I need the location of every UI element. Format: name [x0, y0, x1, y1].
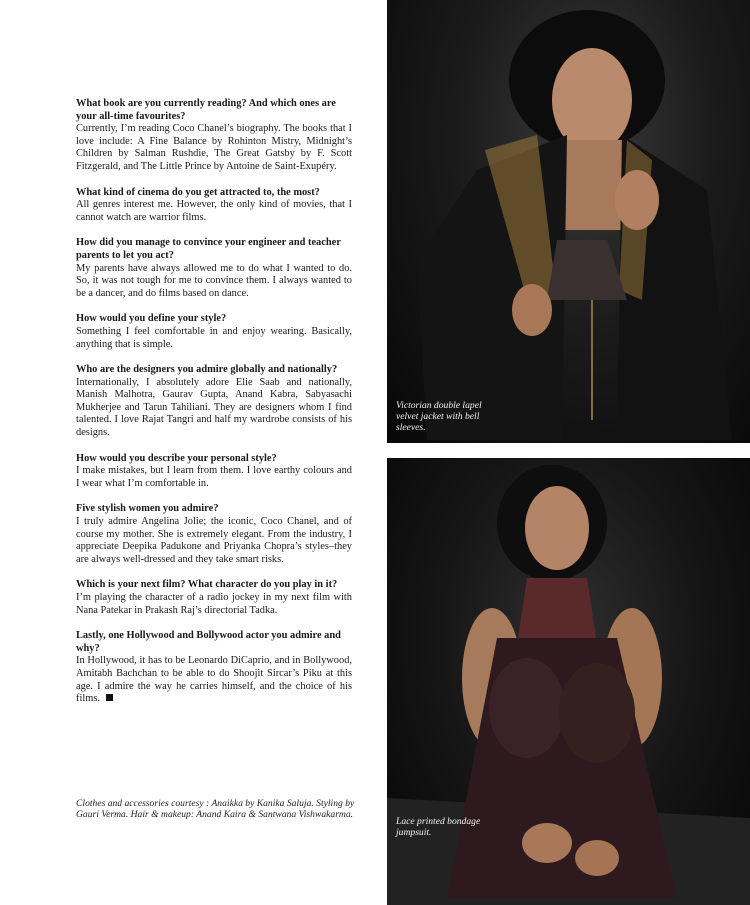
photo-credits: Clothes and accessories courtesy : Anaikka by Kanika Saluja. Styling by Gauri Verma. Hair & makeup: Anand Kaira & Santwana Vishwakarma.: [76, 798, 355, 821]
qa-block: [76, 579, 352, 617]
qa-block: [76, 364, 352, 440]
interview-column: [76, 98, 352, 719]
answer: I truly admire Angelina Jolie; the iconic, Coco Chanel, and of course my mother. She is extremely elegant. From the industry, I appreciate Deepika Padukone and Priyanka Chopra’s styles–they are always well-dressed and they take smart risks.: [76, 516, 352, 565]
qa-block: [76, 630, 352, 706]
answer: All genres interest me. However, the only kind of movies, that I cannot watch are warrior films.: [76, 199, 352, 223]
photo-velvet-jacket: [387, 0, 750, 443]
qa-block: [76, 313, 352, 351]
question: What kind of cinema do you get attracted to, the most?: [76, 186, 320, 198]
question: Which is your next film? What character do you play in it?: [76, 579, 338, 591]
photo-caption: Lace printed bondage jumpsuit.: [396, 816, 481, 838]
answer: Internationally, I absolutely adore Elie Saab and nationally, Manish Malhotra, Gaurav Gupta, Anand Kabra, Sabyasachi Mukherjee and Tarun Tahiliani. They are designers whom I find talented. I love Rajat Tangri and half my wardrobe consists of his designs.: [76, 376, 352, 439]
answer: My parents have always allowed me to do what I wanted to do. So, it was not tough for me to convince them. I always wanted to be a dancer, and do films based on dance.: [76, 262, 352, 299]
qa-block: [76, 237, 352, 300]
question: Lastly, one Hollywood and Bollywood actor you admire and why?: [76, 630, 341, 654]
question: How did you manage to convince your engineer and teacher parents to let you act?: [76, 237, 341, 261]
qa-block: [76, 453, 352, 491]
question: Five stylish women you admire?: [76, 503, 219, 515]
answer: Something I feel comfortable in and enjoy wearing. Basically, anything that is simple.: [76, 325, 352, 350]
answer: I’m playing the character of a radio jockey in my next film with Nana Patekar in Prakash Raj’s directorial Tadka.: [76, 592, 352, 616]
question: How would you describe your personal style?: [76, 452, 277, 464]
answer: I make mistakes, but I learn from them. I love earthy colours and I wear what I’m comfortable in.: [76, 465, 352, 489]
question: Who are the designers you admire globally and nationally?: [76, 364, 338, 376]
qa-block: [76, 503, 352, 566]
qa-block: [76, 187, 352, 225]
answer: [76, 655, 352, 705]
end-mark-icon: [106, 694, 113, 701]
photo-lace-jumpsuit: [387, 458, 750, 905]
photo-caption: Victorian double lapel velvet jacket with bell sleeves.: [396, 400, 482, 433]
portrait-illustration: [387, 0, 750, 443]
answer-text: In Hollywood, it has to be Leonardo DiCaprio, and in Bollywood, Amitabh Bachchan to be able to do Shoojit Sircar’s Piku at this age. I admire the way he carries himself, and the choice of his films.: [76, 655, 352, 705]
answer: Currently, I’m reading Coco Chanel’s biography. The books that I love include: A Fine Balance by Rohinton Mistry, Midnight’s Children by Salman Rushdie, The Great Gatsby by F. Scott Fitzgerald, and The Little Prince by Antoine de Saint-Exupéry.: [76, 123, 352, 172]
qa-block: [76, 98, 352, 174]
question: How would you define your style?: [76, 313, 227, 325]
question: What book are you currently reading? And which ones are your all-time favourites?: [76, 98, 336, 122]
